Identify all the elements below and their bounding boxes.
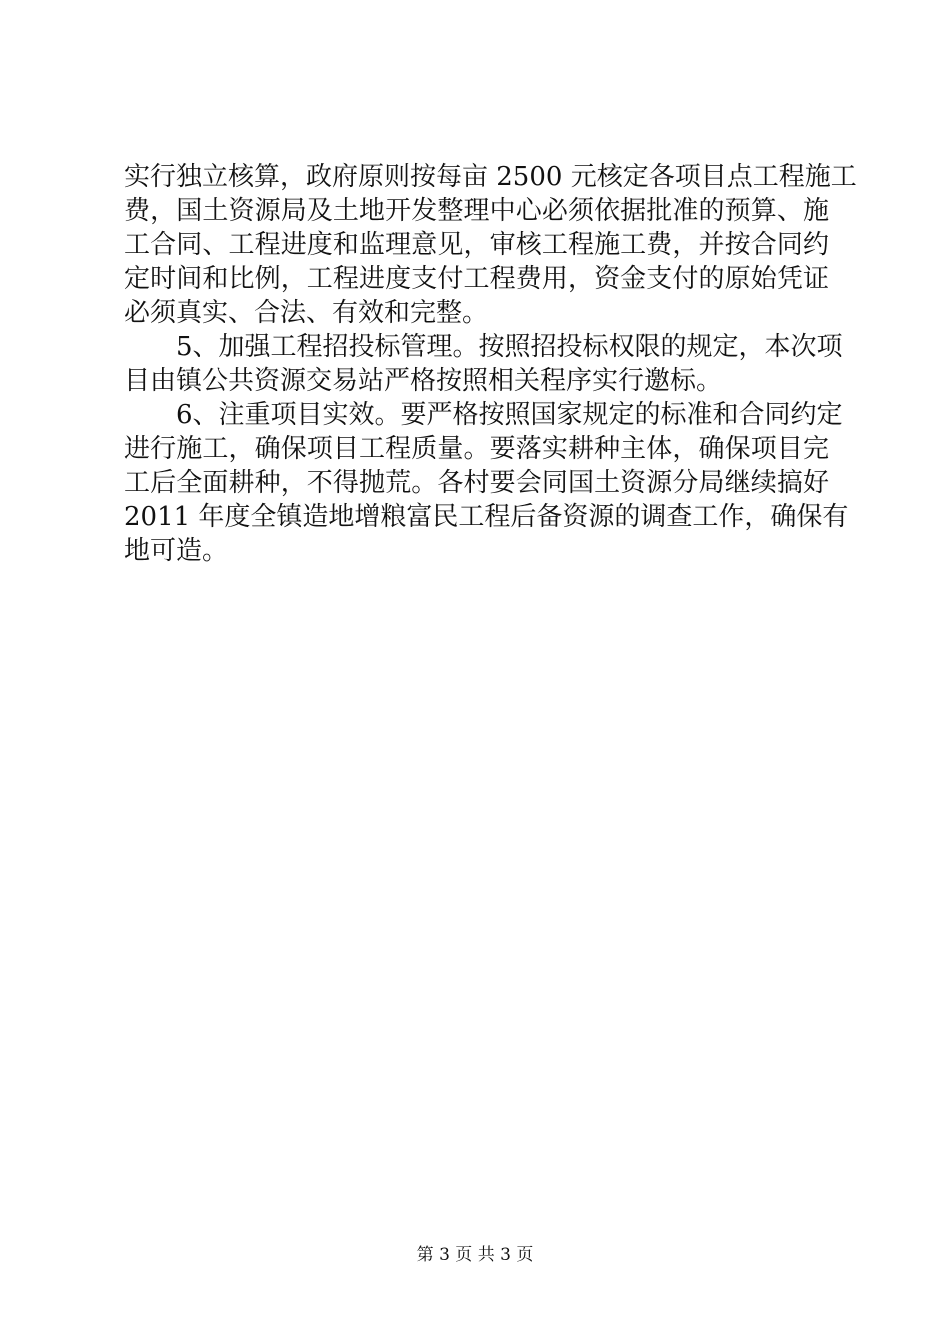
text-line: 工后全面耕种，不得抛荒。各村要会同国土资源分局继续搞好 <box>124 468 829 498</box>
page-footer: 第 3 页 共 3 页 <box>416 1245 534 1265</box>
text-line: 进行施工，确保项目工程质量。要落实耕种主体，确保项目完 <box>124 434 829 464</box>
text-line: 2011 年度全镇造地增粮富民工程后备资源的调查工作，确保有 <box>124 502 849 532</box>
text-line: 实行独立核算，政府原则按每亩 2500 元核定各项目点工程施工 <box>124 162 857 192</box>
text-line: 6、注重项目实效。要严格按照国家规定的标准和合同约定 <box>176 400 843 430</box>
text-line: 5、加强工程招投标管理。按照招投标权限的规定，本次项 <box>176 332 843 362</box>
text-line: 费，国土资源局及土地开发整理中心必须依据批准的预算、施 <box>124 196 829 226</box>
text-line: 定时间和比例，工程进度支付工程费用，资金支付的原始凭证 <box>124 264 829 294</box>
paragraph-effectiveness <box>124 398 849 568</box>
text-line: 地可造。 <box>124 536 229 566</box>
text-line: 目由镇公共资源交易站严格按照相关程序实行邀标。 <box>124 366 723 396</box>
paragraph-budget <box>124 160 857 330</box>
text-line: 工合同、工程进度和监理意见，审核工程施工费，并按合同约 <box>124 230 829 260</box>
document-body <box>124 160 857 568</box>
text-line: 必须真实、合法、有效和完整。 <box>124 298 489 328</box>
paragraph-bidding <box>124 330 843 398</box>
